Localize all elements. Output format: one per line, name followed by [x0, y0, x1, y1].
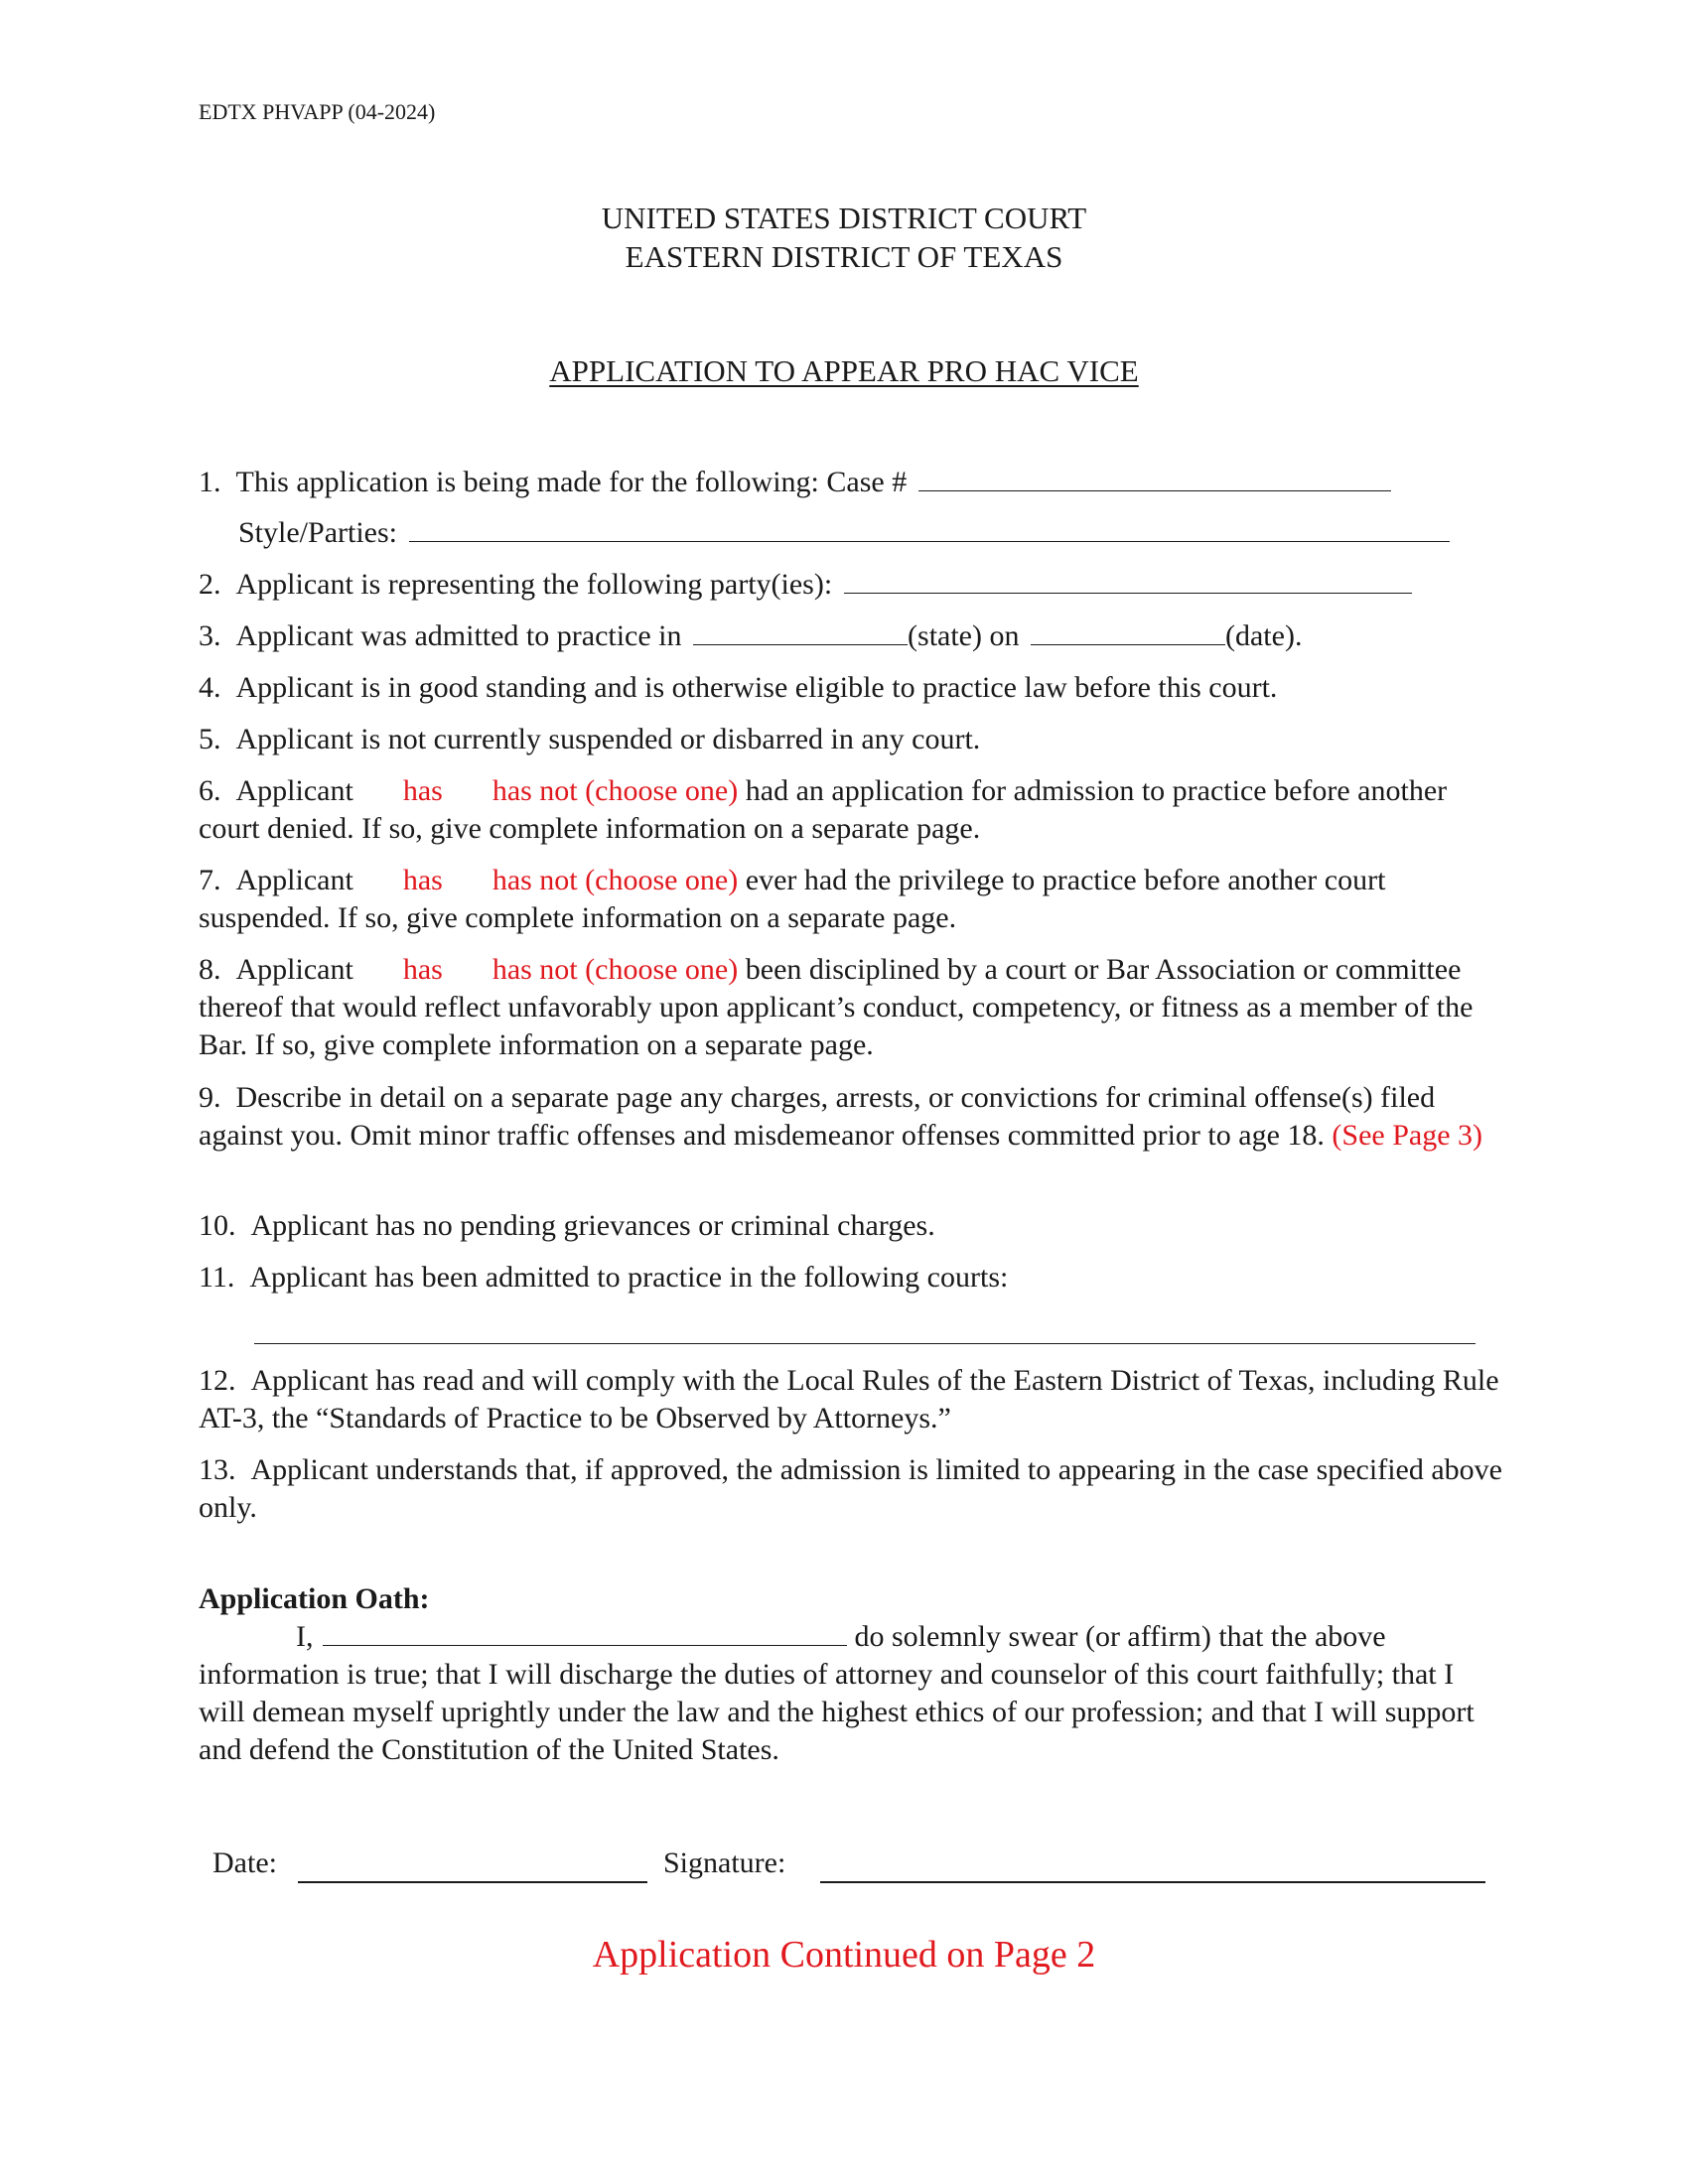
item-9-text: 9. Describe in detail on a separate page any charges, arrests, or convictions for criminal offense(s) filed against you. Omit minor traffic offenses and misdemeanor offenses committed prior to age 18. [199, 1081, 1436, 1152]
item-8 [199, 951, 1509, 1064]
item-10: 10. Applicant has no pending grievances or criminal charges. [199, 1209, 935, 1242]
page-title [0, 353, 1688, 389]
date-label: (date). [1225, 619, 1303, 652]
style-parties-field[interactable] [409, 515, 1450, 542]
courts-field[interactable] [254, 1343, 1476, 1344]
admission-date-field[interactable] [1031, 618, 1225, 645]
choice-has-not[interactable]: has not (choose one) [492, 864, 739, 896]
item-12: 12. Applicant has read and will comply with the Local Rules of the Eastern District of Texas, including Rule AT-3, the “Standards of Practice to be Observed by Attorneys.” [199, 1364, 1499, 1434]
item-1-text: 1. This application is being made for the following: Case # [199, 466, 908, 498]
item-7-label: 7. Applicant [199, 864, 353, 896]
item-6-label: 6. Applicant [199, 774, 353, 807]
court-name: UNITED STATES DISTRICT COURT [601, 201, 1087, 235]
applicant-name-field[interactable] [323, 1619, 847, 1646]
court-district: EASTERN DISTRICT OF TEXAS [625, 239, 1063, 274]
see-page-3-link[interactable]: (See Page 3) [1332, 1119, 1483, 1152]
item-1-style [238, 514, 1450, 552]
date-label: Date: [212, 1846, 277, 1879]
item-6 [199, 772, 1509, 848]
choice-has-not[interactable]: has not (choose one) [492, 774, 739, 807]
item-3-text: 3. Applicant was admitted to practice in [199, 619, 682, 652]
style-parties-label: Style/Parties: [238, 516, 397, 549]
item-5: 5. Applicant is not currently suspended or disbarred in any court. [199, 723, 981, 755]
state-field[interactable] [693, 618, 908, 645]
item-4: 4. Applicant is in good standing and is otherwise eligible to practice law before this court. [199, 671, 1278, 704]
item-9 [199, 1079, 1509, 1155]
choice-has[interactable]: has [402, 774, 443, 807]
choice-has-not[interactable]: has not (choose one) [492, 953, 739, 986]
item-2-text: 2. Applicant is representing the following party(ies): [199, 568, 833, 601]
item-11: 11. Applicant has been admitted to practice in the following courts: [199, 1261, 1009, 1294]
page-title-text: APPLICATION TO APPEAR PRO HAC VICE [549, 353, 1139, 388]
oath-first-line [296, 1618, 1386, 1656]
item-8-text: been disciplined by a court or Bar Association or committee thereof that would reflect unfavorably upon applicant’s conduct, competency, or fitness as a member of the Bar. If so, give complete information on a separate page. [199, 953, 1474, 1061]
item-7 [199, 862, 1509, 937]
item-2 [199, 566, 1412, 604]
oath-i-label: I, [296, 1620, 314, 1653]
state-label: (state) on [908, 619, 1020, 652]
item-1 [199, 464, 1391, 501]
item-8-label: 8. Applicant [199, 953, 353, 986]
continued-notice: Application Continued on Page 2 [592, 1934, 1096, 1976]
case-number-field[interactable] [918, 465, 1391, 491]
choice-has[interactable]: has [402, 953, 443, 986]
signature-field[interactable] [820, 1881, 1485, 1883]
item-3 [199, 617, 1302, 655]
date-field[interactable] [298, 1881, 647, 1883]
item-6-text: had an application for admission to practice before another court denied. If so, give complete information on a separate page. [199, 774, 1448, 845]
oath-heading: Application Oath: [199, 1582, 430, 1615]
item-7-text: ever had the privilege to practice before another court suspended. If so, give complete information on a separate page. [199, 864, 1386, 934]
oath-line1-text: do solemnly swear (or affirm) that the above [854, 1620, 1386, 1653]
oath-body: information is true; that I will discharge the duties of attorney and counselor of this court faithfully; that I will demean myself uprightly under the law and the highest ethics of our profession; and that I will support and defend the Constitution of the United States. [199, 1658, 1475, 1766]
form-id: EDTX PHVAPP (04-2024) [199, 99, 436, 124]
signature-label: Signature: [663, 1846, 786, 1879]
item-13: 13. Applicant understands that, if approved, the admission is limited to appearing in the case specified above only. [199, 1453, 1502, 1524]
party-field[interactable] [844, 567, 1412, 594]
choice-has[interactable]: has [402, 864, 443, 896]
